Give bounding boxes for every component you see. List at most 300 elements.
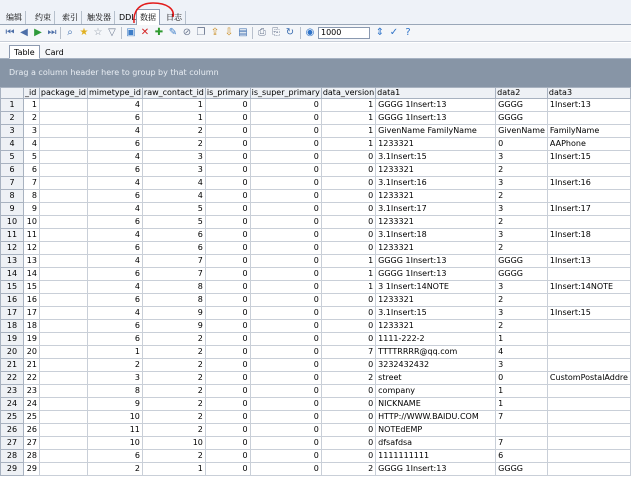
table-row[interactable] — [1, 307, 631, 320]
row-number[interactable]: 29 — [1, 463, 24, 476]
tab-triggers[interactable]: 触发器 — [84, 11, 115, 24]
table-cell[interactable]: 0 — [205, 398, 250, 411]
table-cell[interactable]: 3 — [496, 229, 548, 242]
table-cell[interactable]: 0 — [250, 177, 321, 190]
table-cell[interactable]: 6 — [88, 216, 143, 229]
table-cell[interactable]: 10 — [88, 437, 143, 450]
table-cell[interactable] — [496, 424, 548, 437]
tab-card[interactable]: Card — [45, 48, 64, 57]
table-cell[interactable]: GGGG — [496, 99, 548, 112]
group-by-panel[interactable]: Drag a column header here to group by that column — [0, 59, 631, 87]
table-cell[interactable]: 8 — [142, 294, 205, 307]
row-number[interactable]: 23 — [1, 385, 24, 398]
table-cell[interactable]: 2 — [142, 138, 205, 151]
table-cell[interactable] — [547, 268, 630, 281]
table-row[interactable] — [1, 372, 631, 385]
table-cell[interactable]: 1233321 — [376, 164, 496, 177]
table-cell[interactable]: 1111-222-2 — [376, 333, 496, 346]
table-row[interactable] — [1, 216, 631, 229]
table-cell[interactable]: 1 — [321, 255, 375, 268]
table-cell[interactable]: 0 — [205, 216, 250, 229]
table-row[interactable] — [1, 177, 631, 190]
table-cell[interactable]: NOTEdEMP — [376, 424, 496, 437]
table-cell[interactable] — [39, 346, 87, 359]
table-cell[interactable] — [39, 385, 87, 398]
row-number[interactable]: 19 — [1, 333, 24, 346]
table-cell[interactable]: 21 — [24, 359, 40, 372]
table-cell[interactable]: 0 — [205, 307, 250, 320]
save-icon[interactable]: ▤ — [238, 27, 248, 38]
table-cell[interactable]: 8 — [88, 385, 143, 398]
table-cell[interactable]: 11 — [88, 424, 143, 437]
table-cell[interactable]: 3 — [496, 307, 548, 320]
table-cell[interactable]: 3 1Insert:14NOTE — [376, 281, 496, 294]
row-number[interactable]: 24 — [1, 398, 24, 411]
row-number[interactable]: 27 — [1, 437, 24, 450]
table-cell[interactable]: 0 — [496, 138, 548, 151]
table-row[interactable] — [1, 112, 631, 125]
table-cell[interactable]: 2 — [88, 463, 143, 476]
table-cell[interactable]: 4 — [88, 307, 143, 320]
table-cell[interactable]: 0 — [250, 216, 321, 229]
table-row[interactable] — [1, 242, 631, 255]
row-number[interactable]: 22 — [1, 372, 24, 385]
table-cell[interactable] — [39, 437, 87, 450]
table-cell[interactable]: 6 — [88, 320, 143, 333]
table-cell[interactable]: 3.1Insert:18 — [376, 229, 496, 242]
table-cell[interactable]: 0 — [250, 138, 321, 151]
table-cell[interactable]: 0 — [250, 437, 321, 450]
table-row[interactable] — [1, 385, 631, 398]
table-cell[interactable]: 4 — [88, 177, 143, 190]
table-cell[interactable]: 1 — [321, 99, 375, 112]
table-cell[interactable]: 0 — [205, 372, 250, 385]
table-cell[interactable] — [547, 463, 630, 476]
row-number[interactable]: 13 — [1, 255, 24, 268]
row-limit-input[interactable] — [318, 27, 370, 39]
row-number[interactable]: 21 — [1, 359, 24, 372]
table-cell[interactable]: 0 — [250, 333, 321, 346]
table-cell[interactable] — [39, 99, 87, 112]
table-cell[interactable]: 3.1Insert:15 — [376, 307, 496, 320]
table-cell[interactable] — [547, 112, 630, 125]
table-cell[interactable]: 7 — [496, 411, 548, 424]
table-cell[interactable]: 4 — [88, 99, 143, 112]
table-cell[interactable]: 1 — [496, 398, 548, 411]
table-cell[interactable]: 2 — [142, 424, 205, 437]
table-cell[interactable]: 26 — [24, 424, 40, 437]
table-cell[interactable]: 2 — [321, 463, 375, 476]
row-number[interactable]: 2 — [1, 112, 24, 125]
table-cell[interactable]: 0 — [250, 112, 321, 125]
table-cell[interactable]: 0 — [250, 372, 321, 385]
table-cell[interactable]: 0 — [205, 333, 250, 346]
table-cell[interactable]: 4 — [88, 281, 143, 294]
row-number[interactable]: 17 — [1, 307, 24, 320]
table-cell[interactable]: 0 — [205, 268, 250, 281]
table-cell[interactable]: 0 — [321, 203, 375, 216]
table-cell[interactable]: 0 — [205, 229, 250, 242]
row-number[interactable]: 1 — [1, 99, 24, 112]
table-cell[interactable]: 6 — [24, 164, 40, 177]
table-cell[interactable]: 0 — [250, 268, 321, 281]
table-cell[interactable]: 0 — [205, 151, 250, 164]
table-cell[interactable]: 0 — [321, 359, 375, 372]
table-row[interactable] — [1, 450, 631, 463]
table-cell[interactable]: 0 — [205, 203, 250, 216]
table-cell[interactable] — [547, 424, 630, 437]
table-cell[interactable]: 6 — [88, 242, 143, 255]
table-cell[interactable]: 0 — [250, 294, 321, 307]
table-cell[interactable]: 0 — [205, 190, 250, 203]
table-cell[interactable]: 20 — [24, 346, 40, 359]
table-cell[interactable]: 4 — [88, 255, 143, 268]
table-cell[interactable]: FamilyName — [547, 125, 630, 138]
table-cell[interactable]: 2 — [142, 125, 205, 138]
table-cell[interactable]: 1Insert:13 — [547, 255, 630, 268]
table-cell[interactable]: 6 — [88, 450, 143, 463]
table-row[interactable] — [1, 424, 631, 437]
table-cell[interactable]: 0 — [321, 437, 375, 450]
table-cell[interactable] — [39, 242, 87, 255]
table-cell[interactable] — [39, 281, 87, 294]
table-cell[interactable]: 1111111111 — [376, 450, 496, 463]
table-cell[interactable]: 25 — [24, 411, 40, 424]
table-cell[interactable]: 10 — [142, 437, 205, 450]
table-cell[interactable]: 3 — [88, 372, 143, 385]
table-cell[interactable]: 2 — [496, 320, 548, 333]
tab-log[interactable]: 日志 — [163, 11, 186, 24]
table-cell[interactable]: 0 — [321, 307, 375, 320]
table-cell[interactable]: 1233321 — [376, 242, 496, 255]
table-cell[interactable]: 7 — [24, 177, 40, 190]
table-cell[interactable] — [39, 268, 87, 281]
table-cell[interactable]: 6 — [496, 450, 548, 463]
column-header[interactable]: data3 — [547, 88, 630, 99]
table-cell[interactable]: 2 — [142, 385, 205, 398]
table-cell[interactable]: 0 — [250, 242, 321, 255]
table-cell[interactable]: GGGG — [496, 112, 548, 125]
table-cell[interactable]: 2 — [24, 112, 40, 125]
table-cell[interactable]: 1 — [321, 281, 375, 294]
row-number[interactable]: 26 — [1, 424, 24, 437]
table-cell[interactable]: 6 — [142, 229, 205, 242]
table-cell[interactable] — [39, 333, 87, 346]
column-header[interactable]: _id — [24, 88, 40, 99]
column-header[interactable]: is_primary — [206, 88, 249, 97]
table-cell[interactable]: 6 — [88, 333, 143, 346]
table-cell[interactable]: 3.1Insert:15 — [376, 151, 496, 164]
table-cell[interactable] — [39, 164, 87, 177]
table-cell[interactable]: 0 — [321, 411, 375, 424]
table-cell[interactable]: 0 — [205, 320, 250, 333]
table-cell[interactable]: 27 — [24, 437, 40, 450]
table-cell[interactable]: 0 — [250, 255, 321, 268]
table-cell[interactable]: 0 — [321, 424, 375, 437]
table-cell[interactable]: 15 — [24, 281, 40, 294]
table-cell[interactable]: 28 — [24, 450, 40, 463]
table-cell[interactable]: 2 — [88, 359, 143, 372]
table-cell[interactable]: 1Insert:13 — [547, 99, 630, 112]
table-cell[interactable]: 1 — [321, 125, 375, 138]
table-cell[interactable]: 0 — [205, 242, 250, 255]
table-cell[interactable]: 0 — [205, 281, 250, 294]
table-cell[interactable]: 0 — [250, 99, 321, 112]
table-cell[interactable] — [39, 398, 87, 411]
table-cell[interactable]: 0 — [321, 333, 375, 346]
table-cell[interactable]: 8 — [24, 190, 40, 203]
table-cell[interactable]: 0 — [321, 385, 375, 398]
table-row[interactable] — [1, 138, 631, 151]
table-cell[interactable]: 23 — [24, 385, 40, 398]
table-cell[interactable]: 0 — [250, 359, 321, 372]
tab-table[interactable]: Table — [9, 45, 40, 59]
table-cell[interactable] — [547, 411, 630, 424]
table-cell[interactable] — [39, 138, 87, 151]
row-number[interactable]: 25 — [1, 411, 24, 424]
column-header[interactable]: data1 — [376, 88, 496, 99]
table-cell[interactable]: 0 — [250, 164, 321, 177]
row-number[interactable]: 6 — [1, 164, 24, 177]
table-cell[interactable]: 10 — [24, 216, 40, 229]
table-cell[interactable]: 3 — [496, 281, 548, 294]
table-cell[interactable]: 2 — [496, 190, 548, 203]
table-cell[interactable] — [39, 450, 87, 463]
table-cell[interactable] — [39, 151, 87, 164]
table-cell[interactable]: 0 — [205, 138, 250, 151]
table-cell[interactable]: 6 — [88, 112, 143, 125]
table-cell[interactable]: 13 — [24, 255, 40, 268]
table-row[interactable] — [1, 151, 631, 164]
table-cell[interactable] — [39, 359, 87, 372]
row-number[interactable]: 3 — [1, 125, 24, 138]
table-cell[interactable]: GGGG — [496, 463, 548, 476]
table-cell[interactable]: 0 — [321, 229, 375, 242]
table-row[interactable] — [1, 398, 631, 411]
table-cell[interactable]: 2 — [496, 294, 548, 307]
table-cell[interactable]: 6 — [142, 242, 205, 255]
table-cell[interactable]: CustomPostalAddre — [547, 372, 630, 385]
table-cell[interactable]: 0 — [205, 424, 250, 437]
table-cell[interactable]: 1 — [142, 463, 205, 476]
table-cell[interactable]: 8 — [142, 281, 205, 294]
table-cell[interactable]: 0 — [205, 125, 250, 138]
table-cell[interactable]: 0 — [250, 307, 321, 320]
table-cell[interactable]: 0 — [321, 190, 375, 203]
table-row[interactable] — [1, 346, 631, 359]
table-cell[interactable]: 9 — [88, 398, 143, 411]
row-number[interactable]: 18 — [1, 320, 24, 333]
table-cell[interactable] — [547, 216, 630, 229]
table-cell[interactable] — [39, 203, 87, 216]
column-header[interactable]: data2 — [496, 88, 548, 99]
table-cell[interactable]: 0 — [250, 411, 321, 424]
row-number[interactable]: 8 — [1, 190, 24, 203]
table-cell[interactable]: 7 — [496, 437, 548, 450]
table-cell[interactable] — [39, 294, 87, 307]
table-cell[interactable]: GGGG 1Insert:13 — [376, 99, 496, 112]
table-cell[interactable]: 3.1Insert:17 — [376, 203, 496, 216]
table-cell[interactable]: 3 — [24, 125, 40, 138]
table-cell[interactable]: 5 — [142, 216, 205, 229]
table-cell[interactable]: 4 — [88, 125, 143, 138]
table-cell[interactable]: 3 — [496, 203, 548, 216]
table-row[interactable] — [1, 437, 631, 450]
table-cell[interactable]: 0 — [250, 281, 321, 294]
table-row[interactable] — [1, 229, 631, 242]
table-cell[interactable] — [39, 424, 87, 437]
table-cell[interactable]: 1 — [321, 112, 375, 125]
insert-row-icon[interactable]: ▣ — [126, 27, 136, 38]
table-cell[interactable] — [39, 125, 87, 138]
table-cell[interactable]: 12 — [24, 242, 40, 255]
table-cell[interactable]: 6 — [88, 190, 143, 203]
column-header[interactable]: package_id — [40, 88, 86, 97]
table-cell[interactable] — [547, 359, 630, 372]
table-cell[interactable]: 3 — [496, 359, 548, 372]
tab-edit[interactable]: 编辑 — [3, 11, 26, 24]
table-cell[interactable]: 0 — [205, 255, 250, 268]
table-cell[interactable]: 1Insert:16 — [547, 177, 630, 190]
table-cell[interactable]: HTTP://WWW.BAIDU.COM — [376, 411, 496, 424]
table-cell[interactable]: 1 — [496, 385, 548, 398]
table-cell[interactable]: 2 — [142, 411, 205, 424]
table-cell[interactable]: 6 — [88, 268, 143, 281]
table-cell[interactable]: NICKNAME — [376, 398, 496, 411]
table-cell[interactable]: GGGG 1Insert:13 — [376, 463, 496, 476]
table-cell[interactable]: 1233321 — [376, 190, 496, 203]
table-cell[interactable]: 3232432432 — [376, 359, 496, 372]
table-cell[interactable]: GGGG 1Insert:13 — [376, 268, 496, 281]
table-cell[interactable] — [39, 190, 87, 203]
table-cell[interactable]: 0 — [250, 320, 321, 333]
table-row[interactable] — [1, 320, 631, 333]
table-cell[interactable]: 29 — [24, 463, 40, 476]
row-number[interactable]: 20 — [1, 346, 24, 359]
table-cell[interactable]: 10 — [88, 411, 143, 424]
print-icon[interactable]: ⎙ — [258, 27, 266, 38]
table-cell[interactable]: 0 — [250, 151, 321, 164]
table-cell[interactable]: 0 — [205, 99, 250, 112]
table-cell[interactable]: 0 — [250, 385, 321, 398]
spin-icon[interactable]: ⇕ — [375, 27, 385, 38]
row-number[interactable]: 14 — [1, 268, 24, 281]
filter-icon[interactable]: ▽ — [108, 27, 116, 38]
table-cell[interactable]: 2 — [496, 216, 548, 229]
table-cell[interactable]: 0 — [205, 112, 250, 125]
table-cell[interactable]: GGGG — [496, 255, 548, 268]
table-cell[interactable]: 16 — [24, 294, 40, 307]
table-cell[interactable] — [547, 190, 630, 203]
table-cell[interactable]: 0 — [250, 190, 321, 203]
table-cell[interactable]: 6 — [88, 294, 143, 307]
table-cell[interactable]: GivenName FamilyName — [376, 125, 496, 138]
table-cell[interactable]: 0 — [321, 216, 375, 229]
table-cell[interactable] — [39, 411, 87, 424]
copy-icon[interactable]: ❐ — [196, 27, 206, 38]
table-cell[interactable]: 0 — [321, 164, 375, 177]
table-cell[interactable]: 0 — [205, 450, 250, 463]
table-row[interactable] — [1, 99, 631, 112]
row-number[interactable]: 10 — [1, 216, 24, 229]
table-cell[interactable]: 3 — [142, 164, 205, 177]
table-cell[interactable]: 1 — [321, 268, 375, 281]
table-cell[interactable]: 2 — [142, 398, 205, 411]
table-cell[interactable]: 1233321 — [376, 138, 496, 151]
table-cell[interactable]: 0 — [321, 320, 375, 333]
table-cell[interactable]: 6 — [88, 138, 143, 151]
table-cell[interactable]: 0 — [321, 294, 375, 307]
table-row[interactable] — [1, 125, 631, 138]
row-number[interactable]: 28 — [1, 450, 24, 463]
table-cell[interactable]: 0 — [205, 346, 250, 359]
table-cell[interactable]: AAPhone — [547, 138, 630, 151]
table-cell[interactable]: street — [376, 372, 496, 385]
table-cell[interactable]: 4 — [88, 203, 143, 216]
table-cell[interactable]: 1233321 — [376, 294, 496, 307]
table-cell[interactable]: 1Insert:18 — [547, 229, 630, 242]
table-cell[interactable] — [547, 385, 630, 398]
table-cell[interactable]: 0 — [205, 463, 250, 476]
table-cell[interactable]: 7 — [142, 268, 205, 281]
table-cell[interactable]: 4 — [142, 177, 205, 190]
table-cell[interactable]: 3 — [496, 151, 548, 164]
tab-indexes[interactable]: 索引 — [59, 11, 82, 24]
table-cell[interactable] — [547, 294, 630, 307]
prev-record-icon[interactable]: ◀ — [20, 27, 28, 38]
print-preview-icon[interactable]: ⎘ — [272, 27, 280, 38]
table-cell[interactable]: 0 — [205, 359, 250, 372]
table-cell[interactable]: 2 — [142, 346, 205, 359]
table-cell[interactable]: 2 — [142, 333, 205, 346]
table-cell[interactable] — [547, 398, 630, 411]
table-cell[interactable]: 0 — [321, 177, 375, 190]
table-cell[interactable]: 0 — [250, 346, 321, 359]
table-cell[interactable]: 0 — [250, 450, 321, 463]
table-cell[interactable]: 2 — [321, 372, 375, 385]
table-cell[interactable] — [39, 112, 87, 125]
row-number[interactable]: 12 — [1, 242, 24, 255]
row-number[interactable]: 4 — [1, 138, 24, 151]
apply-limit-icon[interactable]: ✓ — [389, 27, 399, 38]
table-cell[interactable]: 7 — [321, 346, 375, 359]
table-cell[interactable]: 4 — [142, 190, 205, 203]
table-cell[interactable]: 3.1Insert:16 — [376, 177, 496, 190]
table-cell[interactable] — [547, 437, 630, 450]
table-cell[interactable]: GivenName — [496, 125, 548, 138]
table-cell[interactable]: 0 — [205, 164, 250, 177]
help-icon[interactable]: ? — [405, 27, 411, 38]
table-cell[interactable]: 2 — [496, 164, 548, 177]
row-number[interactable]: 16 — [1, 294, 24, 307]
last-record-icon[interactable]: ⏭ — [47, 27, 57, 38]
table-cell[interactable]: 2 — [496, 242, 548, 255]
table-cell[interactable]: 0 — [321, 151, 375, 164]
table-cell[interactable]: 0 — [321, 450, 375, 463]
table-cell[interactable]: 2 — [142, 450, 205, 463]
table-cell[interactable]: 17 — [24, 307, 40, 320]
table-cell[interactable]: 24 — [24, 398, 40, 411]
table-cell[interactable]: 1Insert:17 — [547, 203, 630, 216]
table-cell[interactable]: 1 — [321, 138, 375, 151]
table-cell[interactable]: 3 — [142, 151, 205, 164]
table-cell[interactable] — [547, 333, 630, 346]
table-cell[interactable] — [39, 255, 87, 268]
table-cell[interactable]: 0 — [250, 463, 321, 476]
table-cell[interactable]: GGGG — [496, 268, 548, 281]
table-cell[interactable]: 0 — [205, 294, 250, 307]
table-cell[interactable]: 0 — [496, 372, 548, 385]
